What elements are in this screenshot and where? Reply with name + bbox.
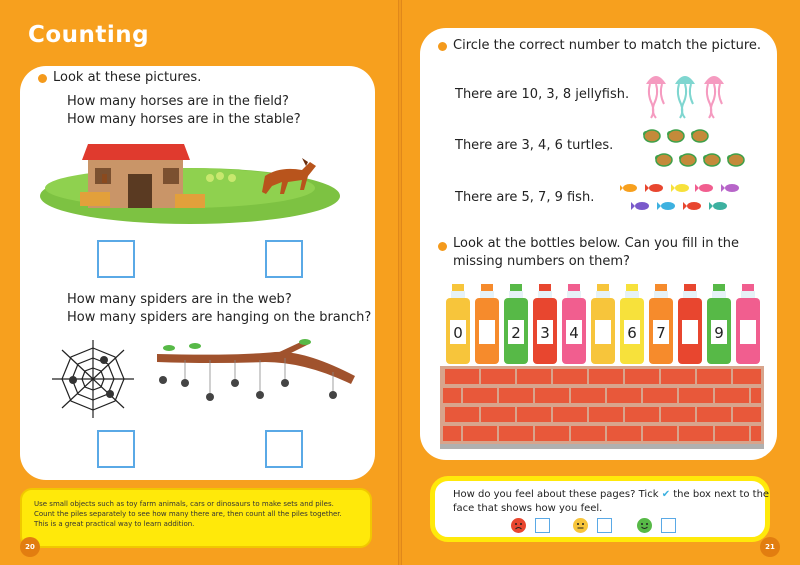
answer-box-spiders-web[interactable]: [97, 430, 135, 468]
page-number-left: 20: [20, 537, 40, 557]
bottle: [446, 284, 470, 364]
activity-card-right: [420, 28, 777, 460]
bottle-label[interactable]: [740, 320, 756, 344]
tip-line-1: Use small objects such as toy farm animals, cars or dinosaurs to make sets and piles.: [34, 500, 334, 508]
instruction-circle: Circle the correct number to match the picture.: [453, 38, 762, 53]
bottle-label[interactable]: [479, 320, 495, 344]
answer-box-horses-field[interactable]: [97, 240, 135, 278]
page-title: Counting: [28, 22, 150, 48]
bottle-cap: [684, 284, 696, 291]
bottle: [533, 284, 557, 364]
bottle-neck: [625, 291, 639, 299]
bottle: [562, 284, 586, 364]
bottle-neck: [654, 291, 668, 299]
bottle-neck: [480, 291, 494, 299]
bottle: [707, 284, 731, 364]
neutral-face-icon: [573, 518, 588, 533]
bullet-icon: [438, 242, 447, 251]
branch-spiders-illustration: [155, 336, 355, 416]
bottle-number: 3: [540, 324, 550, 342]
tickbox-sad[interactable]: [535, 518, 550, 533]
brick-wall-illustration: [440, 366, 764, 452]
feelings-line-2: face that shows how you feel.: [453, 503, 603, 514]
instruction-bottles-1: Look at the bottles below. Can you fill in the: [453, 236, 739, 251]
bottle-cap: [713, 284, 725, 291]
bottle: [736, 284, 760, 364]
sad-face-icon: [511, 518, 526, 533]
bottle: [649, 284, 673, 364]
question-spiders-web: How many spiders are in the web?: [67, 292, 292, 307]
activity-card-left: [20, 66, 375, 480]
book-spine: [398, 0, 402, 565]
farm-scene-illustration: [40, 136, 340, 226]
tickbox-happy[interactable]: [661, 518, 676, 533]
answer-box-spiders-branch[interactable]: [265, 430, 303, 468]
bottle: [504, 284, 528, 364]
bullet-icon: [438, 42, 447, 51]
bottle-neck: [712, 291, 726, 299]
bottle-cap: [539, 284, 551, 291]
tip-line-2: Count the piles separately to see how many there are, then count all the piles together.: [34, 510, 342, 518]
tip-line-3: This is a great practical way to learn addition.: [34, 520, 195, 528]
bottle: [620, 284, 644, 364]
bottle: [678, 284, 702, 364]
bottle-number: 6: [627, 324, 637, 342]
question-horses-field: How many horses are in the field?: [67, 94, 289, 109]
page-number-right: 21: [760, 537, 780, 557]
feelings-box: [430, 476, 770, 542]
bottle-cap: [568, 284, 580, 291]
bottle-neck: [683, 291, 697, 299]
fish-illustration: [620, 178, 750, 216]
question-spiders-branch: How many spiders are hanging on the branch?: [67, 310, 372, 325]
instruction-look: Look at these pictures.: [53, 70, 202, 85]
bottle-cap: [452, 284, 464, 291]
fish-question: There are 5, 7, 9 fish.: [455, 190, 595, 205]
parent-tip-box: [20, 488, 372, 548]
bottle-cap: [626, 284, 638, 291]
bottle-neck: [567, 291, 581, 299]
bottle-cap: [481, 284, 493, 291]
bottle-neck: [741, 291, 755, 299]
jellyfish-question: There are 10, 3, 8 jellyfish.: [455, 87, 630, 102]
tick-icon: ✔: [661, 489, 671, 500]
bottle-neck: [451, 291, 465, 299]
bottle-cap: [655, 284, 667, 291]
bottle-number: 4: [569, 324, 579, 342]
bottle-number: 7: [656, 324, 666, 342]
bottle-label[interactable]: [682, 320, 698, 344]
bottle-cap: [597, 284, 609, 291]
bottle-number: 0: [453, 324, 463, 342]
bottle-neck: [596, 291, 610, 299]
bottle-number: 9: [714, 324, 724, 342]
tickbox-neutral[interactable]: [597, 518, 612, 533]
instruction-bottles-2: missing numbers on them?: [453, 254, 630, 269]
spider-web-illustration: [48, 338, 138, 420]
bottle-neck: [538, 291, 552, 299]
happy-face-icon: [637, 518, 652, 533]
turtles-illustration: [632, 122, 750, 174]
bottle-cap: [742, 284, 754, 291]
question-horses-stable: How many horses are in the stable?: [67, 112, 301, 127]
feelings-line-1: How do you feel about these pages? Tick ✔ the box next to the: [453, 489, 770, 500]
bottle-cap: [510, 284, 522, 291]
turtles-question: There are 3, 4, 6 turtles.: [455, 138, 614, 153]
jellyfish-illustration: [642, 68, 732, 120]
bottles-illustration: [442, 284, 762, 366]
bullet-icon: [38, 74, 47, 83]
answer-box-horses-stable[interactable]: [265, 240, 303, 278]
bottle: [591, 284, 615, 364]
bottle-neck: [509, 291, 523, 299]
bottle-label[interactable]: [595, 320, 611, 344]
bottle-number: 2: [511, 324, 521, 342]
bottle: [475, 284, 499, 364]
